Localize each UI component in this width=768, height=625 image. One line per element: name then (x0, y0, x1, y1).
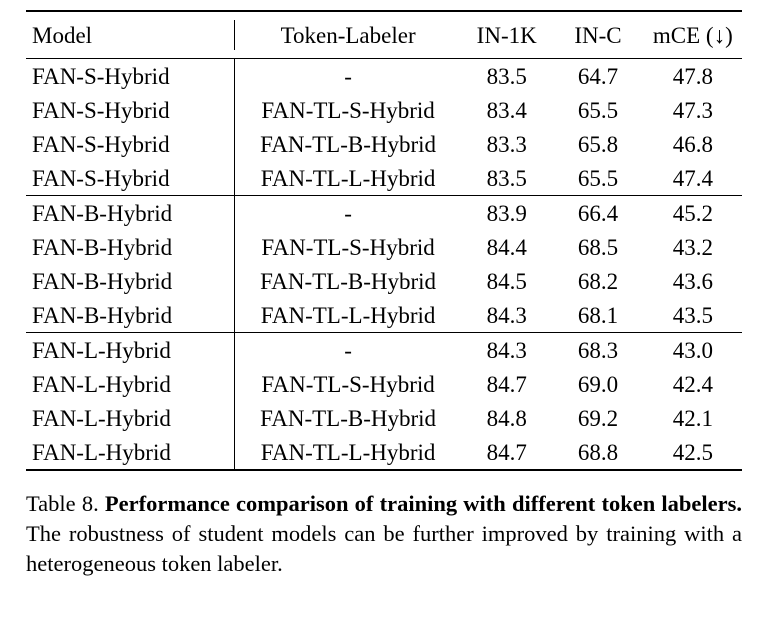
cell-inc: 69.2 (577, 405, 619, 431)
cell-labeler: FAN-TL-B-Hybrid (235, 127, 461, 161)
cell-labeler: - (235, 59, 461, 94)
results-table (26, 10, 742, 480)
cell-inc: 68.8 (577, 439, 619, 465)
cell-labeler: FAN-TL-S-Hybrid (235, 367, 461, 401)
cell-in1k: 83.4 (486, 97, 527, 123)
cell-inc: 66.4 (552, 196, 643, 231)
cell-inc: 65.5 (577, 165, 619, 191)
column-header-token-labeler: Token-Labeler (235, 11, 461, 59)
cell-in1k: 84.8 (486, 405, 527, 431)
table-bottom-rule-cell (26, 470, 742, 480)
cell-labeler: FAN-TL-S-Hybrid (235, 230, 461, 264)
cell-model: FAN-B-Hybrid (26, 196, 235, 231)
cell-model: FAN-S-Hybrid (26, 59, 235, 94)
table-row (26, 93, 742, 127)
cell-mce: 46.8 (672, 131, 713, 157)
cell-labeler: FAN-TL-S-Hybrid (235, 93, 461, 127)
cell-inc: 65.5 (577, 97, 619, 123)
cell-inc: 68.2 (577, 268, 619, 294)
cell-inc: 68.1 (577, 302, 619, 328)
cell-in1k: 84.3 (461, 333, 552, 368)
cell-model: FAN-L-Hybrid (32, 439, 171, 465)
cell-mce: 43.5 (672, 302, 713, 328)
cell-mce: 43.0 (644, 333, 742, 368)
cell-labeler: FAN-TL-L-Hybrid (235, 298, 461, 333)
table-row (26, 127, 742, 161)
cell-model: FAN-S-Hybrid (32, 165, 170, 191)
cell-model: FAN-S-Hybrid (32, 131, 170, 157)
cell-in1k: 84.4 (486, 234, 527, 260)
cell-mce: 45.2 (644, 196, 742, 231)
cell-mce: 43.6 (672, 268, 713, 294)
caption-body: The robustness of student models can be further improved by training with a heterogeneous token labeler. (26, 520, 742, 576)
cell-mce: 47.8 (644, 59, 742, 94)
cell-labeler: FAN-TL-B-Hybrid (235, 264, 461, 298)
cell-in1k: 84.3 (486, 302, 527, 328)
cell-mce: 42.1 (672, 405, 713, 431)
column-header-inc: IN-C (552, 11, 643, 59)
cell-inc: 65.8 (577, 131, 619, 157)
cell-inc: 69.0 (577, 371, 619, 397)
table-row (26, 264, 742, 298)
cell-model: FAN-B-Hybrid (32, 268, 173, 294)
table-caption (26, 489, 742, 579)
cell-model: FAN-B-Hybrid (32, 302, 173, 328)
table-row (26, 230, 742, 264)
cell-in1k: 83.9 (461, 196, 552, 231)
cell-model: FAN-L-Hybrid (26, 333, 235, 368)
cell-model: FAN-S-Hybrid (32, 97, 170, 123)
cell-labeler: FAN-TL-L-Hybrid (235, 435, 461, 470)
cell-in1k: 83.5 (461, 59, 552, 94)
caption-title: Performance comparison of training with different token labelers. (104, 491, 742, 516)
cell-labeler: FAN-TL-B-Hybrid (235, 401, 461, 435)
cell-mce: 42.4 (672, 371, 713, 397)
table-row (26, 59, 742, 94)
cell-mce: 47.3 (672, 97, 713, 123)
cell-inc: 68.5 (577, 234, 619, 260)
table-bottom-rule (26, 470, 742, 480)
cell-inc: 68.3 (552, 333, 643, 368)
cell-model: FAN-L-Hybrid (32, 405, 171, 431)
table-body (26, 11, 742, 480)
cell-in1k: 84.7 (486, 371, 527, 397)
column-header-model: Model (26, 11, 235, 59)
table-row (26, 333, 742, 368)
table-row (26, 435, 742, 470)
cell-in1k: 84.7 (486, 439, 527, 465)
cell-in1k: 83.3 (486, 131, 527, 157)
cell-mce: 43.2 (672, 234, 713, 260)
cell-mce: 47.4 (672, 165, 713, 191)
column-header-mce: mCE (↓) (644, 11, 742, 59)
table-row (26, 367, 742, 401)
cell-model: FAN-B-Hybrid (32, 234, 173, 260)
cell-model: FAN-L-Hybrid (32, 371, 171, 397)
cell-labeler: - (235, 333, 461, 368)
table-row (26, 298, 742, 333)
cell-labeler: FAN-TL-L-Hybrid (235, 161, 461, 196)
table-row (26, 401, 742, 435)
column-header-in1k: IN-1K (461, 11, 552, 59)
cell-mce: 42.5 (672, 439, 713, 465)
table-row (26, 161, 742, 196)
cell-in1k: 84.5 (486, 268, 527, 294)
table-row (26, 196, 742, 231)
caption-label: Table 8. (26, 491, 99, 516)
cell-in1k: 83.5 (486, 165, 527, 191)
table-header-row (26, 11, 742, 59)
cell-inc: 64.7 (552, 59, 643, 94)
cell-labeler: - (235, 196, 461, 231)
